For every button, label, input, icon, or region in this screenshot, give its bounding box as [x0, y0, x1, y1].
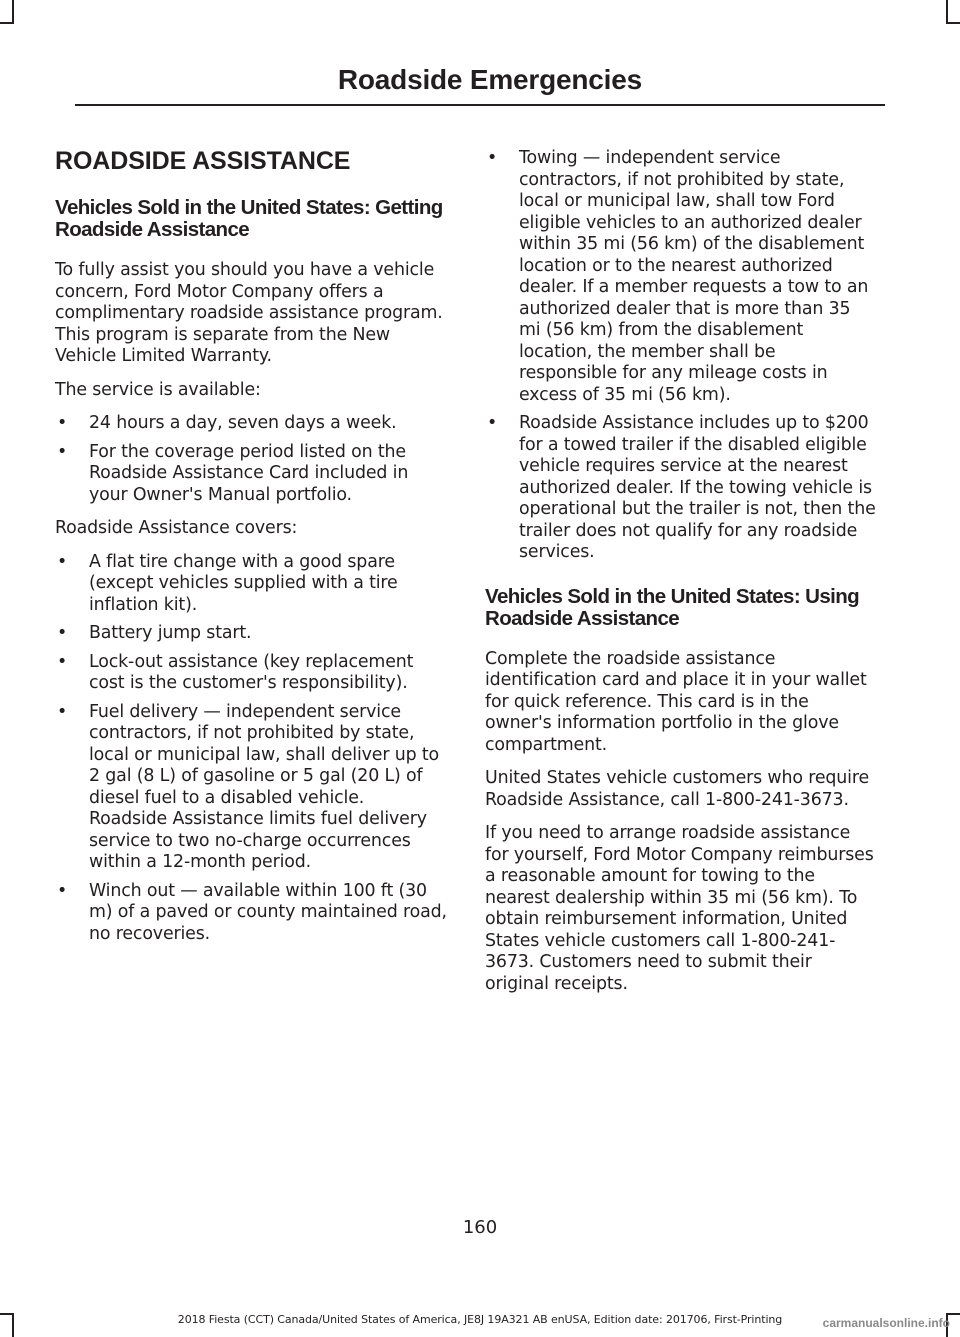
crop-mark-top-right-v — [946, 0, 948, 24]
right-column — [485, 148, 877, 1007]
bullet: • — [57, 880, 68, 901]
subheading-using-assistance: Vehicles Sold in the United States: Using Roadside Assistance — [485, 584, 860, 630]
header-rule — [75, 104, 885, 106]
page-title: Roadside Emergencies — [337, 64, 642, 95]
crop-mark-top-left-h — [0, 22, 14, 24]
intro-paragraph: To fully assist you should you have a vehicle concern, Ford Motor Company offers a complimentary roadside assistance program. This program is separate from the New Vehicle Limited Warranty. — [55, 260, 443, 366]
bullet: • — [57, 623, 68, 643]
bullet: • — [487, 413, 498, 433]
covers-list-continued — [485, 148, 877, 564]
bullet: • — [57, 651, 68, 672]
list-item — [55, 623, 447, 645]
list-item — [485, 148, 877, 406]
watermark[interactable]: carmanualsonline.info — [822, 1316, 950, 1330]
paragraph: Complete the roadside assistance identification card and place it in your wallet for quick reference. This card is in the owner's information portfolio in the glove compartment. — [485, 648, 867, 755]
list-item-text: Lock-out assistance (key replacement cost is the customer's responsibility). — [89, 651, 414, 693]
bullet: • — [57, 441, 68, 462]
bullet: • — [57, 551, 68, 572]
bullet: • — [57, 413, 68, 433]
paragraph: If you need to arrange roadside assistance for yourself, Ford Motor Company reimburses a reasonable amount for towing to the nearest dealership within 35 mi (56 km). To obtain reimbursement information, United States vehicle customers call 1-800-241-3673. Customers need to submit their original receipts. — [485, 823, 874, 994]
list-item — [55, 881, 447, 946]
list-item-text: For the coverage period listed on the Roadside Assistance Card included in your Owner's Manual portfolio. — [89, 441, 409, 505]
service-label: The service is available: — [55, 379, 261, 400]
list-item — [485, 413, 877, 564]
list-item-text: Fuel delivery — independent service contractors, if not prohibited by state, local or municipal law, shall deliver up to 2 gal (8 L) of gasoline or 5 gal (20 L) of diesel fuel to a disabled vehicle. Roadside Assistance limits fuel delivery service to two no-charge occurrences within a 12-month period. — [89, 701, 439, 872]
page-number: 160 — [462, 1217, 498, 1238]
footer-edition-info: 2018 Fiesta (CCT) Canada/United States of America, JE8J 19A321 AB enUSA, Edition date: 201706, First-Printing — [177, 1313, 783, 1326]
covers-list — [55, 552, 447, 946]
paragraph: United States vehicle customers who require Roadside Assistance, call 1-800-241-3673. — [485, 768, 870, 810]
covers-label: Roadside Assistance covers: — [55, 518, 298, 538]
left-column — [55, 145, 447, 957]
section-heading: ROADSIDE ASSISTANCE — [55, 147, 351, 175]
list-item — [55, 442, 447, 507]
crop-mark-top-left-v — [12, 0, 14, 24]
list-item-text: 24 hours a day, seven days a week. — [89, 413, 397, 433]
subheading-getting-assistance: Vehicles Sold in the United States: Getting Roadside Assistance — [55, 196, 443, 241]
list-item-text: Towing — independent service contractors, if not prohibited by state, local or municipal law, shall tow Ford eligible vehicles to an authorized dealer within 35 mi (56 km) of the disablement location or to the nearest authorized dealer. If a member requests a tow to an authorized dealer that is more than 35 mi (56 km) from the disablement location, the member shall be responsible for any mileage costs in excess of 35 mi (56 km). — [519, 148, 869, 405]
bullet: • — [57, 701, 68, 722]
bullet: • — [487, 148, 498, 168]
list-item-text: Battery jump start. — [89, 623, 252, 643]
list-item-text: Roadside Assistance includes up to $200 for a towed trailer if the disabled eligible vehicle requires service at the nearest authorized dealer. If the towing vehicle is operational but the trailer is not, then the trailer does not qualify for any roadside services. — [519, 413, 876, 562]
list-item — [55, 413, 447, 435]
service-list — [55, 413, 447, 506]
list-item — [55, 702, 447, 874]
list-item-text: Winch out — available within 100 ft (30 m) of a paved or county maintained road, no recoveries. — [89, 880, 447, 944]
crop-mark-top-right-h — [946, 22, 960, 24]
list-item — [55, 552, 447, 617]
list-item-text: A flat tire change with a good spare (except vehicles supplied with a tire inflation kit). — [89, 551, 398, 615]
list-item — [55, 652, 447, 695]
